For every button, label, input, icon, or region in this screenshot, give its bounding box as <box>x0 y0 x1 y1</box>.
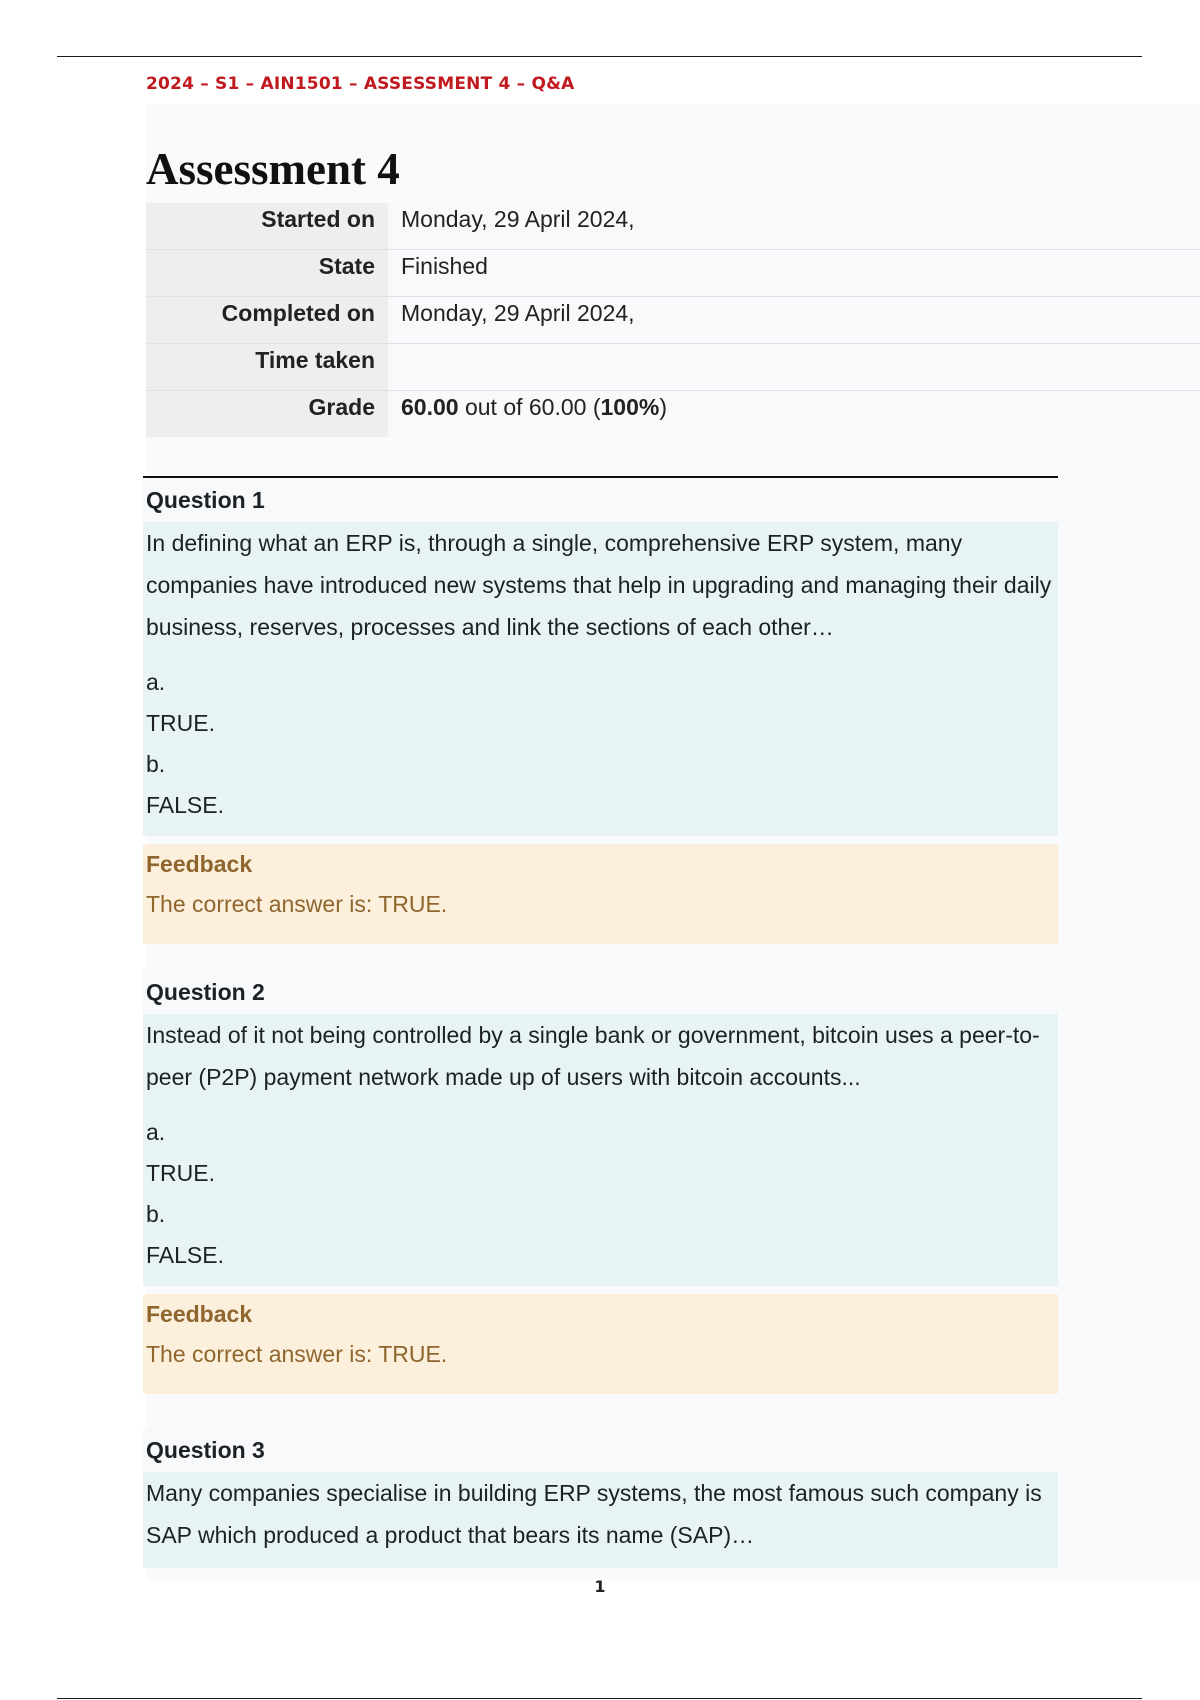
page-title: Assessment 4 <box>146 144 400 194</box>
question-title: Question 1 <box>143 478 1058 522</box>
question-text: Instead of it not being controlled by a single bank or government, bitcoin uses a peer-to-peer (P2P) payment network made up of users with bitcoin accounts... <box>146 1022 1040 1090</box>
question-body <box>143 1472 1058 1568</box>
question-body <box>143 522 1058 836</box>
question-text: Many companies specialise in building ERP systems, the most famous such company is SAP which produced a product that bears its name (SAP)… <box>146 1480 1042 1548</box>
completed-label: Completed on <box>146 297 388 343</box>
option-a-text: TRUE. <box>146 1160 215 1186</box>
grade-close: ) <box>659 394 667 420</box>
grade-label: Grade <box>146 391 388 437</box>
state-value: Finished <box>388 250 1200 296</box>
question-2 <box>143 970 1058 1394</box>
started-value: Monday, 29 April 2024, <box>388 203 1200 249</box>
top-rule <box>57 56 1142 57</box>
started-label: Started on <box>146 203 388 249</box>
feedback-title: Feedback <box>146 851 253 877</box>
option-a-letter: a. <box>146 1119 166 1145</box>
feedback-title: Feedback <box>146 1301 253 1327</box>
option-b-letter: b. <box>146 751 166 777</box>
attempt-summary-table <box>146 203 1200 437</box>
grade-percent: 100% <box>600 394 660 420</box>
feedback-text: The correct answer is: TRUE. <box>146 1341 448 1367</box>
summary-row-grade <box>146 391 1200 437</box>
summary-row-state <box>146 250 1200 297</box>
feedback-box <box>143 844 1058 944</box>
completed-value: Monday, 29 April 2024, <box>388 297 1200 343</box>
answer-options <box>146 1098 1058 1286</box>
summary-row-started <box>146 203 1200 250</box>
feedback-text: The correct answer is: TRUE. <box>146 891 448 917</box>
option-b-letter: b. <box>146 1201 166 1227</box>
question-title: Question 3 <box>143 1428 1058 1472</box>
option-b-text: FALSE. <box>146 792 224 818</box>
time-value <box>388 344 1200 390</box>
grade-out-of: out of 60.00 ( <box>464 394 601 420</box>
answer-options <box>146 648 1058 836</box>
summary-row-time <box>146 344 1200 391</box>
grade-value <box>388 391 1200 437</box>
question-body <box>143 1014 1058 1286</box>
question-text: In defining what an ERP is, through a single, comprehensive ERP system, many companies have introduced new systems that help in upgrading and managing their daily business, reserves, processes and link the sections of each other… <box>146 530 1052 640</box>
state-label: State <box>146 250 388 296</box>
document-header: 2024 – S1 – AIN1501 – ASSESSMENT 4 – Q&A <box>146 74 575 94</box>
question-title: Question 2 <box>143 970 1058 1014</box>
feedback-box <box>143 1294 1058 1394</box>
grade-score: 60.00 <box>401 394 459 420</box>
option-b-text: FALSE. <box>146 1242 224 1268</box>
question-1 <box>143 478 1058 944</box>
time-label: Time taken <box>146 344 388 390</box>
option-a-letter: a. <box>146 669 166 695</box>
page-number: 1 <box>594 1577 606 1596</box>
summary-row-completed <box>146 297 1200 344</box>
bottom-rule <box>57 1698 1142 1699</box>
option-a-text: TRUE. <box>146 710 215 736</box>
question-3 <box>143 1428 1058 1568</box>
